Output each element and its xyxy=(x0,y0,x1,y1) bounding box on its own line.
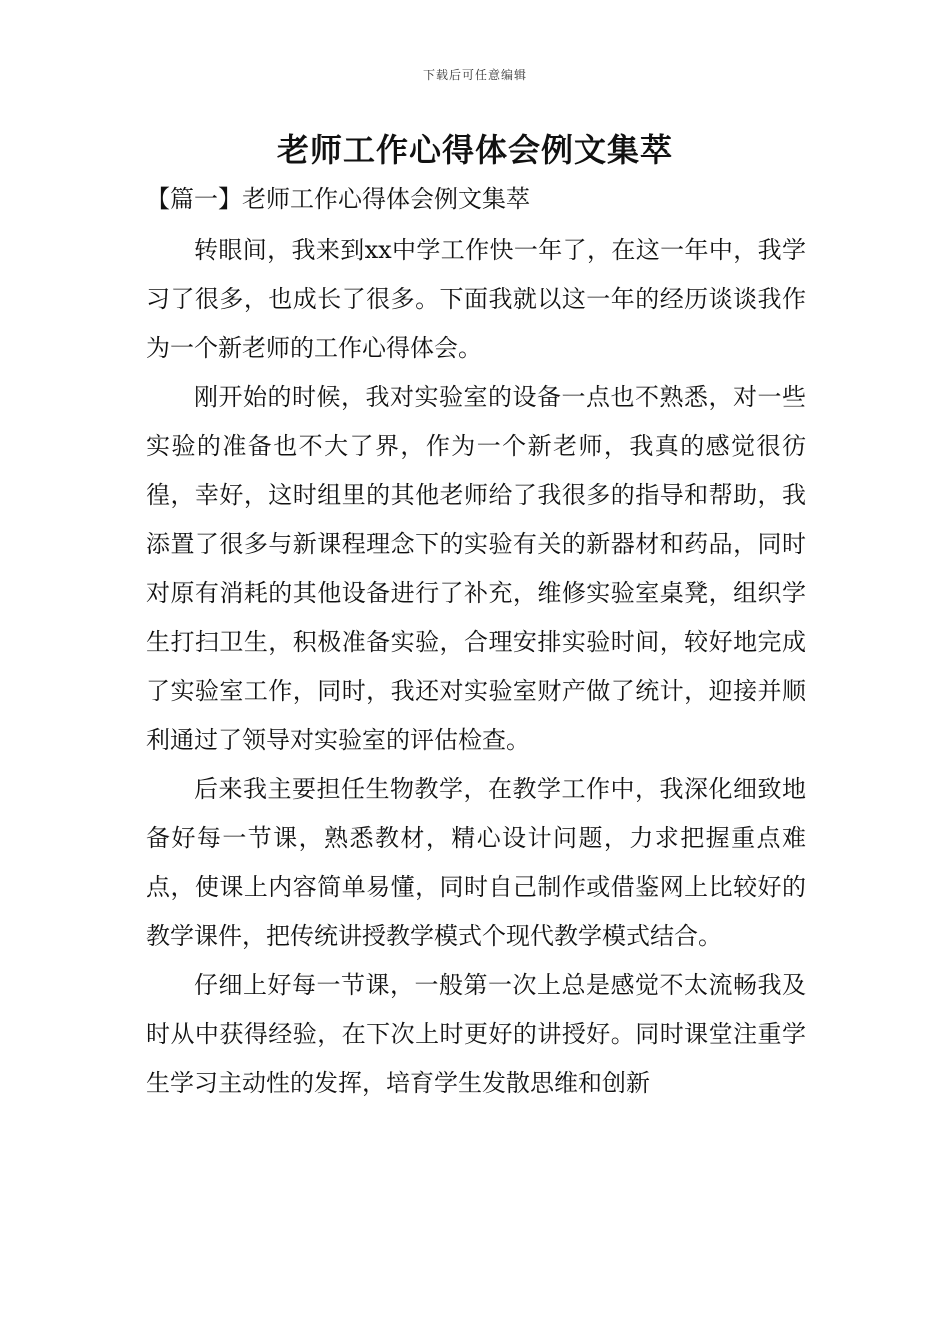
paragraph-2: 刚开始的时候，我对实验室的设备一点也不熟悉，对一些实验的准备也不大了界，作为一个新老师，我真的感觉很彷徨，幸好，这时组里的其他老师给了我很多的指导和帮助，我添置了很多与新课程理念下的实验有关的新器材和药品，同时对原有消耗的其他设备进行了补充，维修实验室桌凳，组织学生打扫卫生，积极准备实验，合理安排实验时间，较好地完成了实验室工作，同时，我还对实验室财产做了统计，迎接并顺利通过了领导对实验室的评估检查。 xyxy=(146,383,806,754)
section-heading: 【篇一】老师工作心得体会例文集萃 xyxy=(146,185,530,213)
paragraph-1: 转眼间，我来到xx中学工作快一年了，在这一年中，我学习了很多，也成长了很多。下面我就以这一年的经历谈谈我作为一个新老师的工作心得体会。 xyxy=(146,236,806,362)
body-text xyxy=(146,226,806,1108)
header-note: 下载后可任意编辑 xyxy=(422,68,527,82)
document-title: 老师工作心得体会例文集萃 xyxy=(276,131,673,169)
paragraph-4: 仔细上好每一节课，一般第一次上总是感觉不太流畅我及时从中获得经验，在下次上时更好的讲授好。同时课堂注重学生学习主动性的发挥，培育学生发散思维和创新 xyxy=(146,971,806,1097)
paragraph-3: 后来我主要担任生物教学，在教学工作中，我深化细致地备好每一节课，熟悉教材，精心设计问题，力求把握重点难点，使课上内容简单易懂，同时自己制作或借鉴网上比较好的教学课件，把传统讲授教学模式个现代教学模式结合。 xyxy=(146,775,806,950)
